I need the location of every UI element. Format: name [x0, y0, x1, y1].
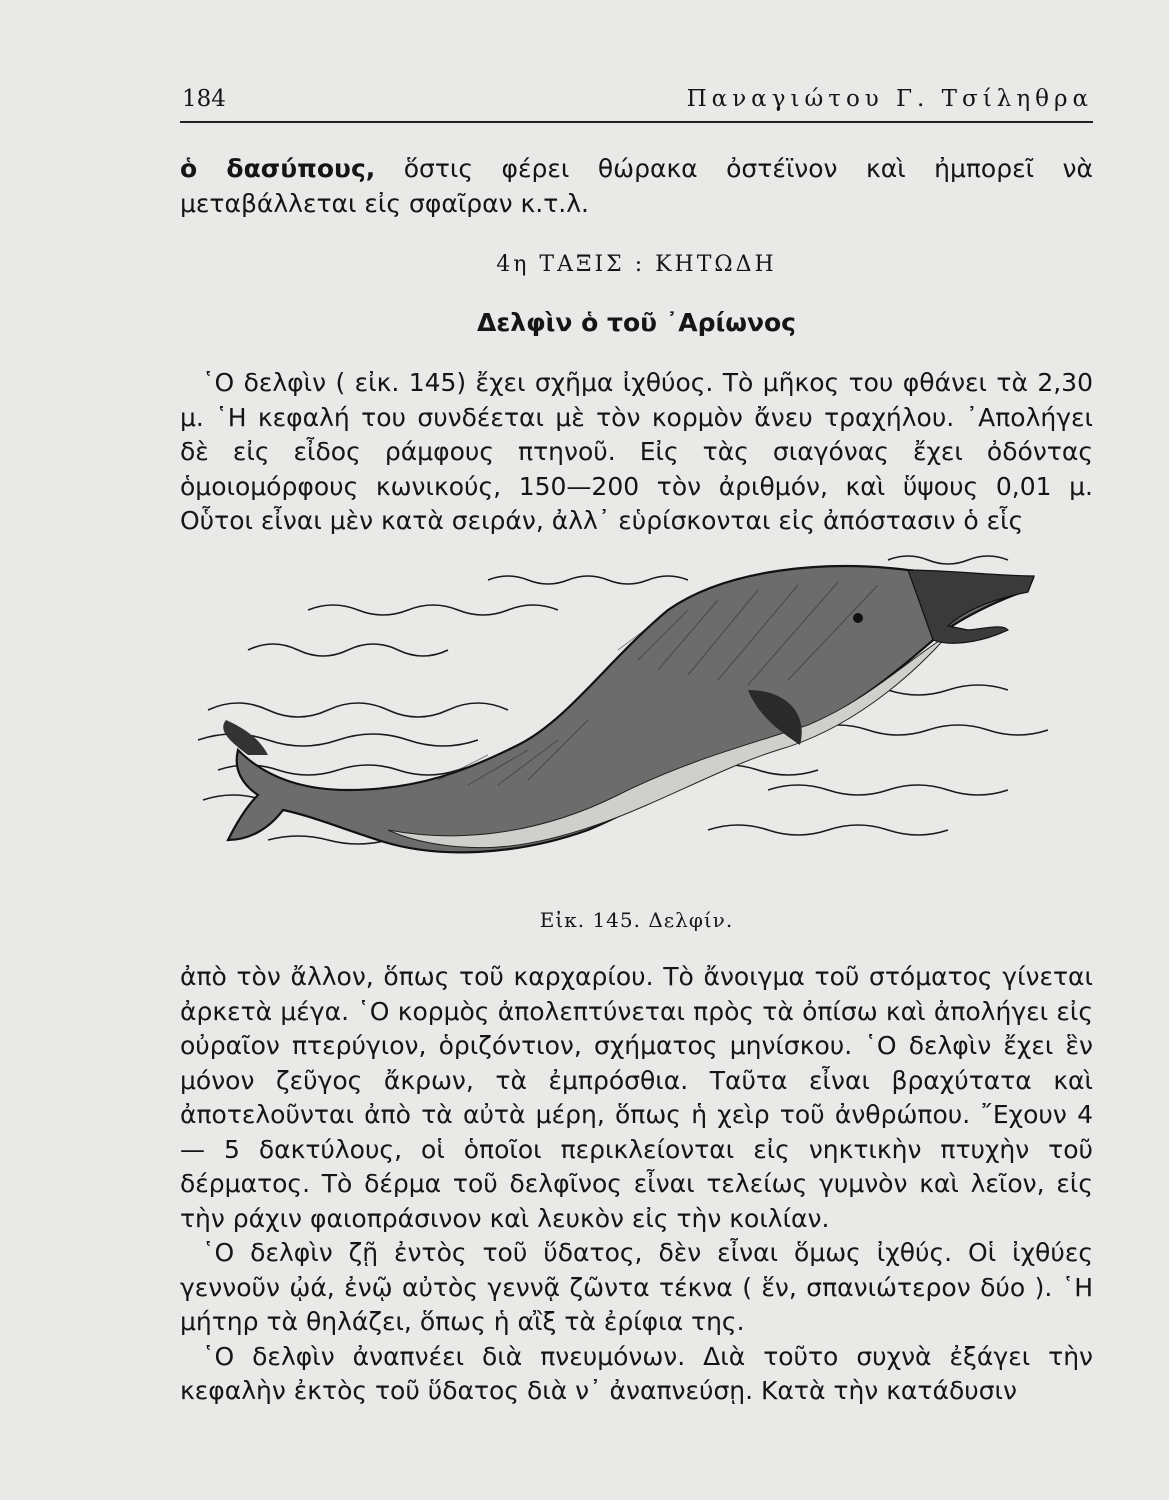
page-header: [180, 82, 1093, 118]
intro-paragraph: [180, 152, 1093, 221]
header-rule: [180, 121, 1093, 123]
section-subtitle: Δελφὶν ὁ τοῦ ᾿Αρίωνος: [477, 308, 796, 337]
paragraph-2: [180, 960, 1093, 1409]
paragraph-1: [180, 366, 1093, 539]
running-head: Παναγιώτου Γ. Τσίληθρα: [686, 86, 1093, 112]
paragraph-1-text: ῾Ο δελφὶν ( εἰκ. 145) ἔχει σχῆμα ἰχθύος. Τὸ μῆκος του φθάνει τὰ 2,30 μ. ῾Η κεφαλή του συνδέεται μὲ τὸν κορμὸν ἄνευ τραχήλου. ᾿Απολήγει δὲ εἰς εἶδος ράμφους πτηνοῦ. Εἰς τὰς σιαγόνας ἔχει ὀδόντας ὁμοιομόρφους κωνικούς, 150—200 τὸν ἀριθμόν, καὶ ὕψους 0,01 μ. Οὗτοι εἶναι μὲν κατὰ σειράν, ἀλλ᾿ εὑρίσκονται εἰς ἀπόστασιν ὁ εἷς: [180, 368, 1093, 535]
paragraph-2-text: ἀπὸ τὸν ἄλλον, ὅπως τοῦ καρχαρίου. Τὸ ἄνοιγμα τοῦ στόματος γίνεται ἀρκετὰ μέγα. ῾Ο κορμὸς ἀπολεπτύνεται πρὸς τὰ ὀπίσω καὶ ἀπολήγει εἰς οὐραῖον πτερύγιον, ὁριζόντιον, σχήματος μηνίσκου. ῾Ο δελφὶν ἔχει ἓν μόνον ζεῦγος ἄκρων, τὰ ἐμπρόσθια. Ταῦτα εἶναι βραχύτατα καὶ ἀποτελοῦνται ἀπὸ τὰ αὐτὰ μέρη, ὅπως ἡ χεὶρ τοῦ ἀνθρώπου. ῎Εχουν 4 — 5 δακτύλους, οἱ ὁποῖοι περικλείονται εἰς νηκτικὴν πτυχὴν τοῦ δέρματος. Τὸ δέρμα τοῦ δελφῖνος εἶναι τελείως γυμνὸν καὶ λεῖον, εἰς τὴν ράχιν φαιοπράσινον καὶ λευκὸν εἰς τὴν κοιλίαν.: [180, 962, 1093, 1233]
bold-term: ὁ δασύπους,: [180, 154, 376, 183]
intro-text: ὅστις φέρει θώρακα ὀστέϊνον καὶ ἠμπορεῖ νὰ μεταβάλλεται εἰς σφαῖραν κ.τ.λ.: [180, 154, 1093, 218]
dolphin-illustration: [188, 540, 1078, 885]
section-title: 4η ΤΑΞΙΣ : ΚΗΤΩΔΗ: [496, 252, 777, 277]
page-number: 184: [182, 86, 226, 112]
paragraph-4-text: ῾Ο δελφὶν ἀναπνέει διὰ πνευμόνων. Διὰ τοῦτο συχνὰ ἐξάγει τὴν κεφαλὴν ἐκτὸς τοῦ ὕδατος διὰ ν᾿ ἀναπνεύσῃ. Κατὰ τὴν κατάδυσιν: [180, 1341, 1093, 1405]
dolphin-eye: [853, 613, 863, 623]
dolphin-engraving: [188, 540, 1078, 885]
paragraph-3-text: ῾Ο δελφὶν ζῇ ἐντὸς τοῦ ὕδατος, δὲν εἶναι ὅμως ἰχθύς. Οἱ ἰχθύες γεννοῦν ᾠά, ἐνῷ αὐτὸς γεννᾷ ζῶντα τέκνα ( ἕν, σπανιώτερον δύο ). ῾Η μήτηρ τὰ θηλάζει, ὅπως ἡ αἲξ τὰ ἐρίφια της.: [180, 1238, 1093, 1336]
figure-caption: Εἰκ. 145. Δελφίν.: [539, 908, 734, 932]
